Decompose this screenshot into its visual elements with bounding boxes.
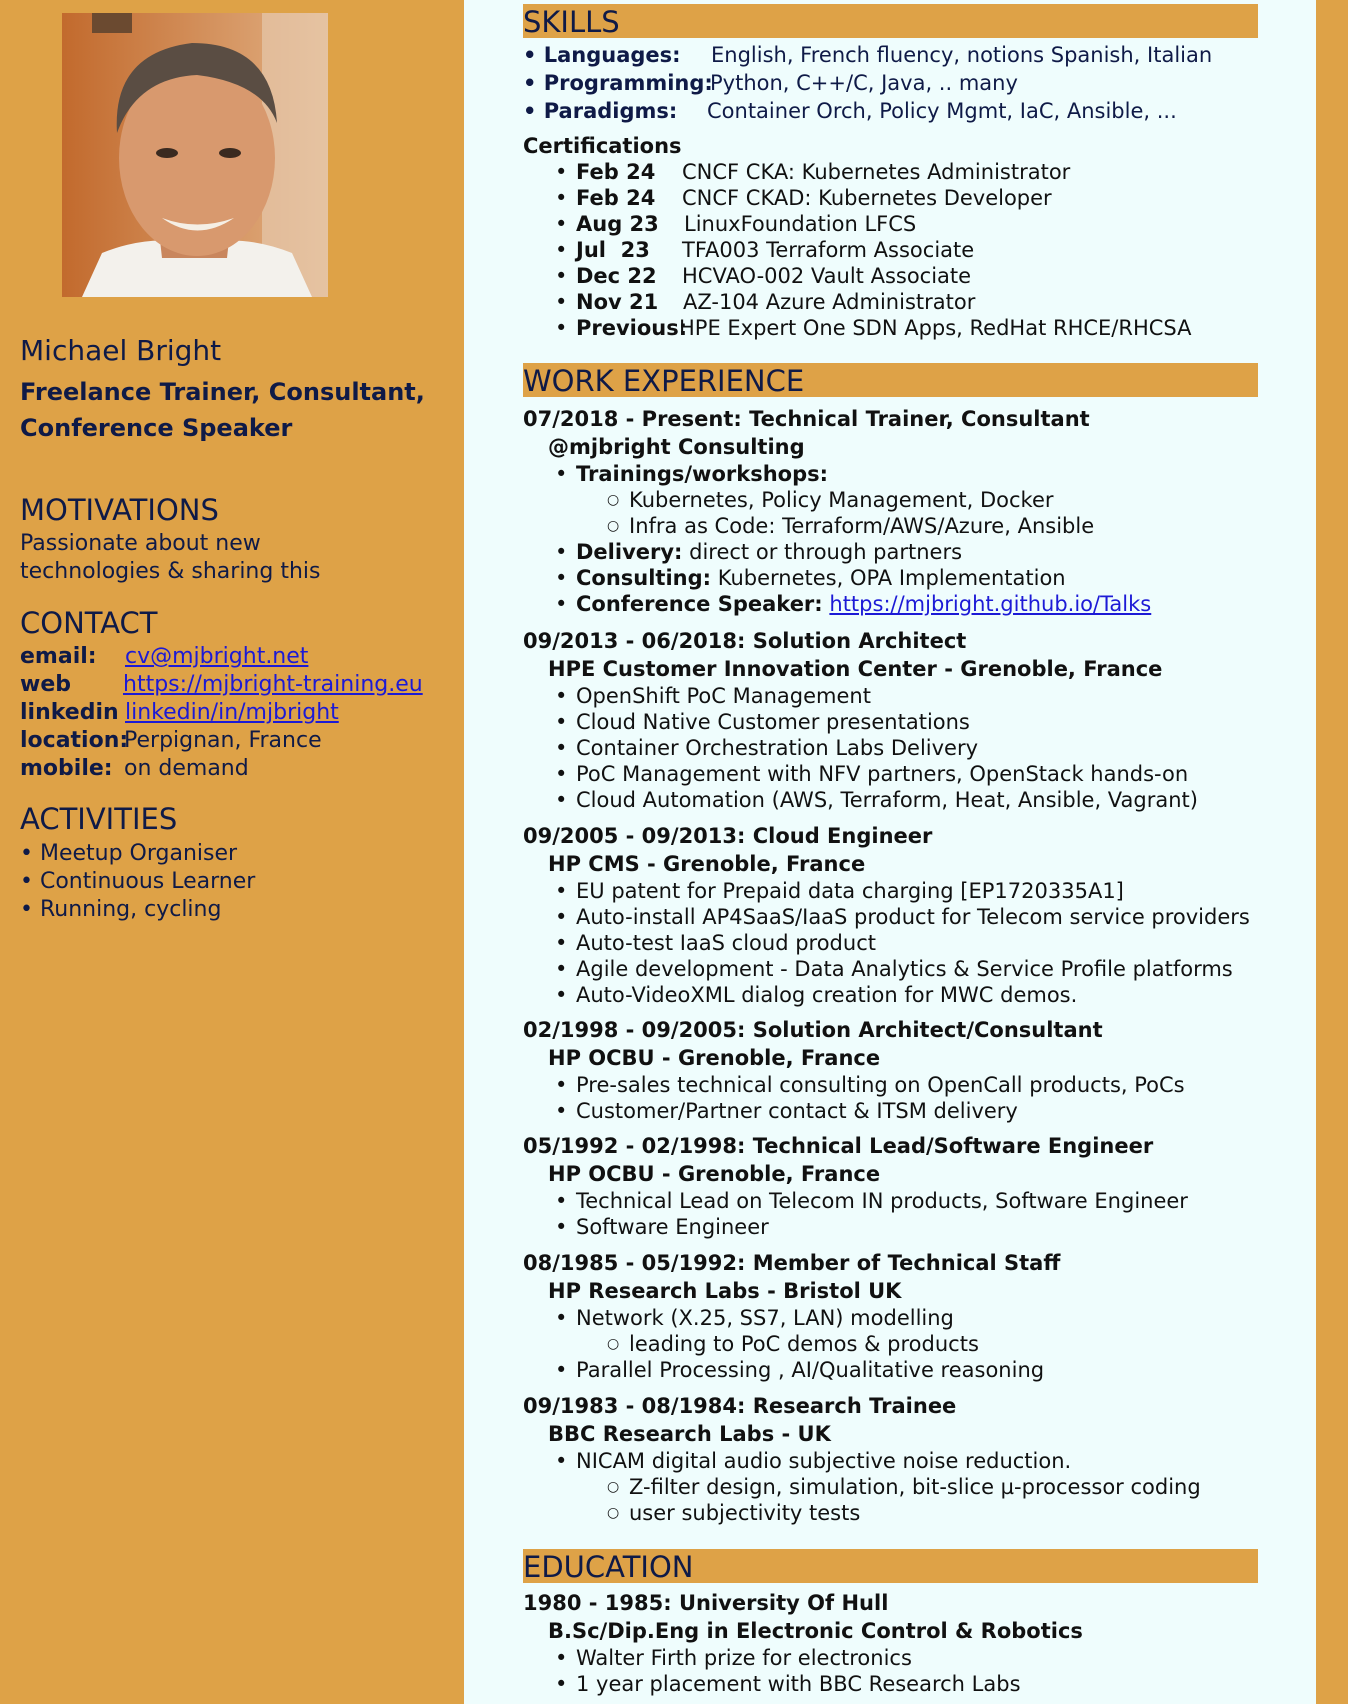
- cert-date: Previous:: [576, 316, 688, 340]
- skills-heading: SKILLS: [523, 4, 1258, 38]
- job-item: • EU patent for Prepaid data charging [EP1720335A1]: [555, 879, 1124, 903]
- job-company: HP CMS - Grenoble, France: [548, 852, 866, 876]
- cert-row: • Feb 24 CNCF CKAD: Kubernetes Developer: [555, 186, 1052, 210]
- skill-label: • Languages:: [523, 43, 681, 67]
- job-header: 09/1983 - 08/1984: Research Trainee: [523, 1394, 957, 1418]
- job-item: • Parallel Processing , AI/Qualitative reasoning: [555, 1358, 1045, 1382]
- job-subitem: ○ leading to PoC demos & products: [607, 1332, 979, 1356]
- cert-row: • Dec 22 HCVAO-002 Vault Associate: [555, 264, 972, 288]
- web-label: web: [20, 672, 71, 697]
- item-text: Technical Lead on Telecom IN products, Software Engineer: [576, 1189, 1188, 1213]
- item-text: Auto-install AP4SaaS/IaaS product for Telecom service providers: [576, 905, 1250, 929]
- mobile-label: mobile:: [20, 756, 113, 781]
- job-item: • Container Orchestration Labs Delivery: [555, 736, 979, 760]
- person-name: Michael Bright: [20, 334, 222, 367]
- skill-value: English, French fluency, notions Spanish, Italian: [711, 43, 1213, 67]
- job-item: • Auto-test IaaS cloud product: [555, 931, 876, 955]
- cert-name: TFA003 Terraform Associate: [682, 238, 975, 262]
- contact-row-email: [20, 643, 309, 671]
- subitem-text: Z-filter design, simulation, bit-slice µ-processor coding: [629, 1475, 1201, 1499]
- subitem-text: Kubernetes, Policy Management, Docker: [629, 488, 1054, 512]
- cert-name: LinuxFoundation LFCS: [684, 212, 917, 236]
- motivations-heading: MOTIVATIONS: [20, 493, 219, 527]
- item-text: Cloud Automation (AWS, Terraform, Heat, Ansible, Vagrant): [576, 788, 1198, 812]
- education-item: • Walter Firth prize for electronics: [555, 1646, 912, 1670]
- subitem-text: Infra as Code: Terraform/AWS/Azure, Ansible: [629, 514, 1095, 538]
- item-text: Auto-VideoXML dialog creation for MWC demos.: [576, 983, 1078, 1007]
- cert-name: AZ-104 Azure Administrator: [683, 290, 976, 314]
- job-item: • Pre-sales technical consulting on OpenCall products, PoCs: [555, 1073, 1185, 1097]
- job-subitem: ○ user subjectivity tests: [607, 1501, 861, 1525]
- mobile-value: on demand: [124, 756, 249, 781]
- contact-heading: CONTACT: [20, 606, 158, 640]
- item-text: Container Orchestration Labs Delivery: [576, 736, 979, 760]
- linkedin-label: linkedin: [20, 700, 119, 725]
- linkedin-link[interactable]: linkedin/in/mjbright: [125, 700, 339, 725]
- item-text: Network (X.25, SS7, LAN) modelling: [576, 1306, 954, 1330]
- activity-item: • Meetup Organiser: [20, 841, 238, 866]
- subitem-text: user subjectivity tests: [629, 1501, 861, 1525]
- job-item: • Conference Speaker: https://mjbright.github.io/Talks: [555, 592, 1152, 616]
- job-item: • NICAM digital audio subjective noise reduction.: [555, 1449, 1072, 1473]
- cert-date: Feb 24: [576, 160, 656, 184]
- cert-name: HPE Expert One SDN Apps, RedHat RHCE/RHCSA: [679, 316, 1192, 340]
- job-item: • Technical Lead on Telecom IN products, Software Engineer: [555, 1189, 1188, 1213]
- job-item: • PoC Management with NFV partners, OpenStack hands-on: [555, 762, 1189, 786]
- job-company: @mjbright Consulting: [548, 435, 805, 459]
- location-value: Perpignan, France: [124, 728, 322, 753]
- skill-value: Python, C++/C, Java, .. many: [710, 71, 1018, 95]
- item-label: Consulting:: [576, 566, 712, 590]
- job-company: HP Research Labs - Bristol UK: [548, 1279, 902, 1303]
- education-heading: EDUCATION: [523, 1549, 1258, 1583]
- skill-label: • Programming:: [523, 71, 713, 95]
- education-item: • 1 year placement with BBC Research Labs: [555, 1672, 1021, 1696]
- job-entry: [523, 822, 1250, 1008]
- job-company: BBC Research Labs - UK: [548, 1422, 831, 1446]
- motivations-line: technologies & sharing this: [20, 559, 321, 584]
- job-item: • Delivery: direct or through partners: [555, 540, 963, 564]
- item-label: Conference Speaker:: [576, 592, 823, 616]
- web-link[interactable]: https://mjbright-training.eu: [123, 672, 423, 697]
- job-subitem: ○ Kubernetes, Policy Management, Docker: [607, 488, 1054, 512]
- item-label: Trainings/workshops:: [576, 462, 828, 486]
- job-item: • Network (X.25, SS7, LAN) modelling: [555, 1306, 954, 1330]
- skill-value: Container Orch, Policy Mgmt, IaC, Ansible, ...: [707, 99, 1177, 123]
- job-company: HPE Customer Innovation Center - Grenoble, France: [548, 657, 1163, 681]
- job-item: • OpenShift PoC Management: [555, 684, 871, 708]
- item-text: Pre-sales technical consulting on OpenCall products, PoCs: [576, 1073, 1185, 1097]
- item-text: Software Engineer: [576, 1215, 769, 1239]
- certifications: [523, 133, 1192, 341]
- job-header: 07/2018 - Present: Technical Trainer, Consultant: [523, 407, 1090, 431]
- activity-item: • Continuous Learner: [20, 869, 256, 894]
- job-entry: [523, 1249, 1060, 1383]
- job-item: • Customer/Partner contact & ITSM delivery: [555, 1099, 1018, 1123]
- work-heading: WORK EXPERIENCE: [523, 363, 1258, 397]
- cert-row: • Nov 21 AZ-104 Azure Administrator: [555, 290, 976, 314]
- skill-row-paradigms: [523, 97, 1177, 125]
- person-title: Freelance Trainer, Consultant, Conference Speaker: [20, 378, 425, 442]
- job-entry: [523, 1132, 1188, 1240]
- cert-name: HCVAO-002 Vault Associate: [682, 264, 972, 288]
- item-text: EU patent for Prepaid data charging [EP1720335A1]: [576, 879, 1124, 903]
- item-text: 1 year placement with BBC Research Labs: [576, 1672, 1021, 1696]
- profile-photo: [62, 13, 328, 297]
- cert-row: • Aug 23 LinuxFoundation LFCS: [555, 212, 917, 236]
- item-text: Kubernetes, OPA Implementation: [711, 566, 1066, 590]
- activities-heading: ACTIVITIES: [20, 802, 178, 836]
- job-item: • Agile development - Data Analytics & Service Profile platforms: [555, 957, 1233, 981]
- skill-row-languages: [523, 41, 1213, 69]
- cert-date: Dec 22: [576, 264, 657, 288]
- job-header: 08/1985 - 05/1992: Member of Technical Staff: [523, 1251, 1061, 1275]
- job-entry: [523, 627, 1198, 813]
- contact-list: [20, 643, 423, 783]
- job-subitem: ○ Infra as Code: Terraform/AWS/Azure, Ansible: [607, 514, 1095, 538]
- cert-date: Jul 23: [576, 238, 650, 262]
- cert-date: Nov 21: [576, 290, 659, 314]
- item-text: Walter Firth prize for electronics: [576, 1646, 912, 1670]
- job-entry: [523, 1016, 1185, 1124]
- cert-name: CNCF CKA: Kubernetes Administrator: [682, 160, 1071, 184]
- cert-name: CNCF CKAD: Kubernetes Developer: [682, 186, 1052, 210]
- activities-list: [20, 840, 255, 924]
- item-text: direct or through partners: [682, 540, 963, 564]
- email-label: email:: [20, 644, 97, 669]
- motivations-line: Passionate about new: [20, 531, 261, 556]
- job-item: • Trainings/workshops:: [555, 462, 828, 486]
- item-text: Customer/Partner contact & ITSM delivery: [576, 1099, 1018, 1123]
- job-subitem: ○ Z-filter design, simulation, bit-slice µ-processor coding: [607, 1475, 1201, 1499]
- email-link[interactable]: cv@mjbright.net: [125, 644, 309, 669]
- item-text: Agile development - Data Analytics & Service Profile platforms: [576, 957, 1233, 981]
- job-entry: [523, 1392, 1201, 1526]
- talks-link[interactable]: https://mjbright.github.io/Talks: [829, 592, 1152, 616]
- location-label: location:: [20, 728, 129, 753]
- education-header: 1980 - 1985: University Of Hull: [523, 1591, 889, 1615]
- skills-list: [523, 41, 1213, 125]
- job-header: 09/2013 - 06/2018: Solution Architect: [523, 629, 967, 653]
- cert-row: • Jul 23 TFA003 Terraform Associate: [555, 238, 975, 262]
- job-header: 09/2005 - 09/2013: Cloud Engineer: [523, 824, 933, 848]
- skill-row-programming: [523, 69, 1018, 97]
- cert-date: Feb 24: [576, 186, 656, 210]
- job-item: • Consulting: Kubernetes, OPA Implementation: [555, 566, 1066, 590]
- certifications-title: Certifications: [523, 134, 682, 158]
- item-text: Parallel Processing , AI/Qualitative reasoning: [576, 1358, 1045, 1382]
- item-text: NICAM digital audio subjective noise reduction.: [576, 1449, 1072, 1473]
- item-label: Delivery:: [576, 540, 683, 564]
- cert-row: • Previous: HPE Expert One SDN Apps, RedHat RHCE/RHCSA: [555, 316, 1192, 340]
- job-company: HP OCBU - Grenoble, France: [548, 1162, 881, 1186]
- item-text: PoC Management with NFV partners, OpenStack hands-on: [576, 762, 1189, 786]
- cert-row: • Feb 24 CNCF CKA: Kubernetes Administrator: [555, 160, 1071, 184]
- job-header: 02/1998 - 09/2005: Solution Architect/Consultant: [523, 1018, 1103, 1042]
- job-entry: [523, 405, 1151, 617]
- job-item: • Cloud Native Customer presentations: [555, 710, 970, 734]
- job-header: 05/1992 - 02/1998: Technical Lead/Software Engineer: [523, 1134, 1154, 1158]
- subitem-text: leading to PoC demos & products: [629, 1332, 979, 1356]
- right-margin-strip: [1316, 0, 1348, 1704]
- item-text: Cloud Native Customer presentations: [576, 710, 970, 734]
- contact-row-web: [20, 671, 423, 699]
- job-item: • Auto-install AP4SaaS/IaaS product for Telecom service providers: [555, 905, 1250, 929]
- motivations-text: [20, 530, 320, 586]
- activity-item: • Running, cycling: [20, 897, 222, 922]
- job-item: • Software Engineer: [555, 1215, 769, 1239]
- job-item: • Cloud Automation (AWS, Terraform, Heat, Ansible, Vagrant): [555, 788, 1198, 812]
- contact-row-linkedin: [20, 699, 339, 727]
- item-text: OpenShift PoC Management: [576, 684, 871, 708]
- education-degree: B.Sc/Dip.Eng in Electronic Control & Robotics: [548, 1619, 1083, 1643]
- skill-label: • Paradigms:: [523, 99, 678, 123]
- job-item: • Auto-VideoXML dialog creation for MWC demos.: [555, 983, 1078, 1007]
- education-entry: [523, 1589, 1083, 1697]
- item-text: Auto-test IaaS cloud product: [576, 931, 876, 955]
- job-company: HP OCBU - Grenoble, France: [548, 1046, 881, 1070]
- contact-row-mobile: [20, 755, 249, 783]
- contact-row-location: [20, 727, 322, 755]
- cert-date: Aug 23: [576, 212, 659, 236]
